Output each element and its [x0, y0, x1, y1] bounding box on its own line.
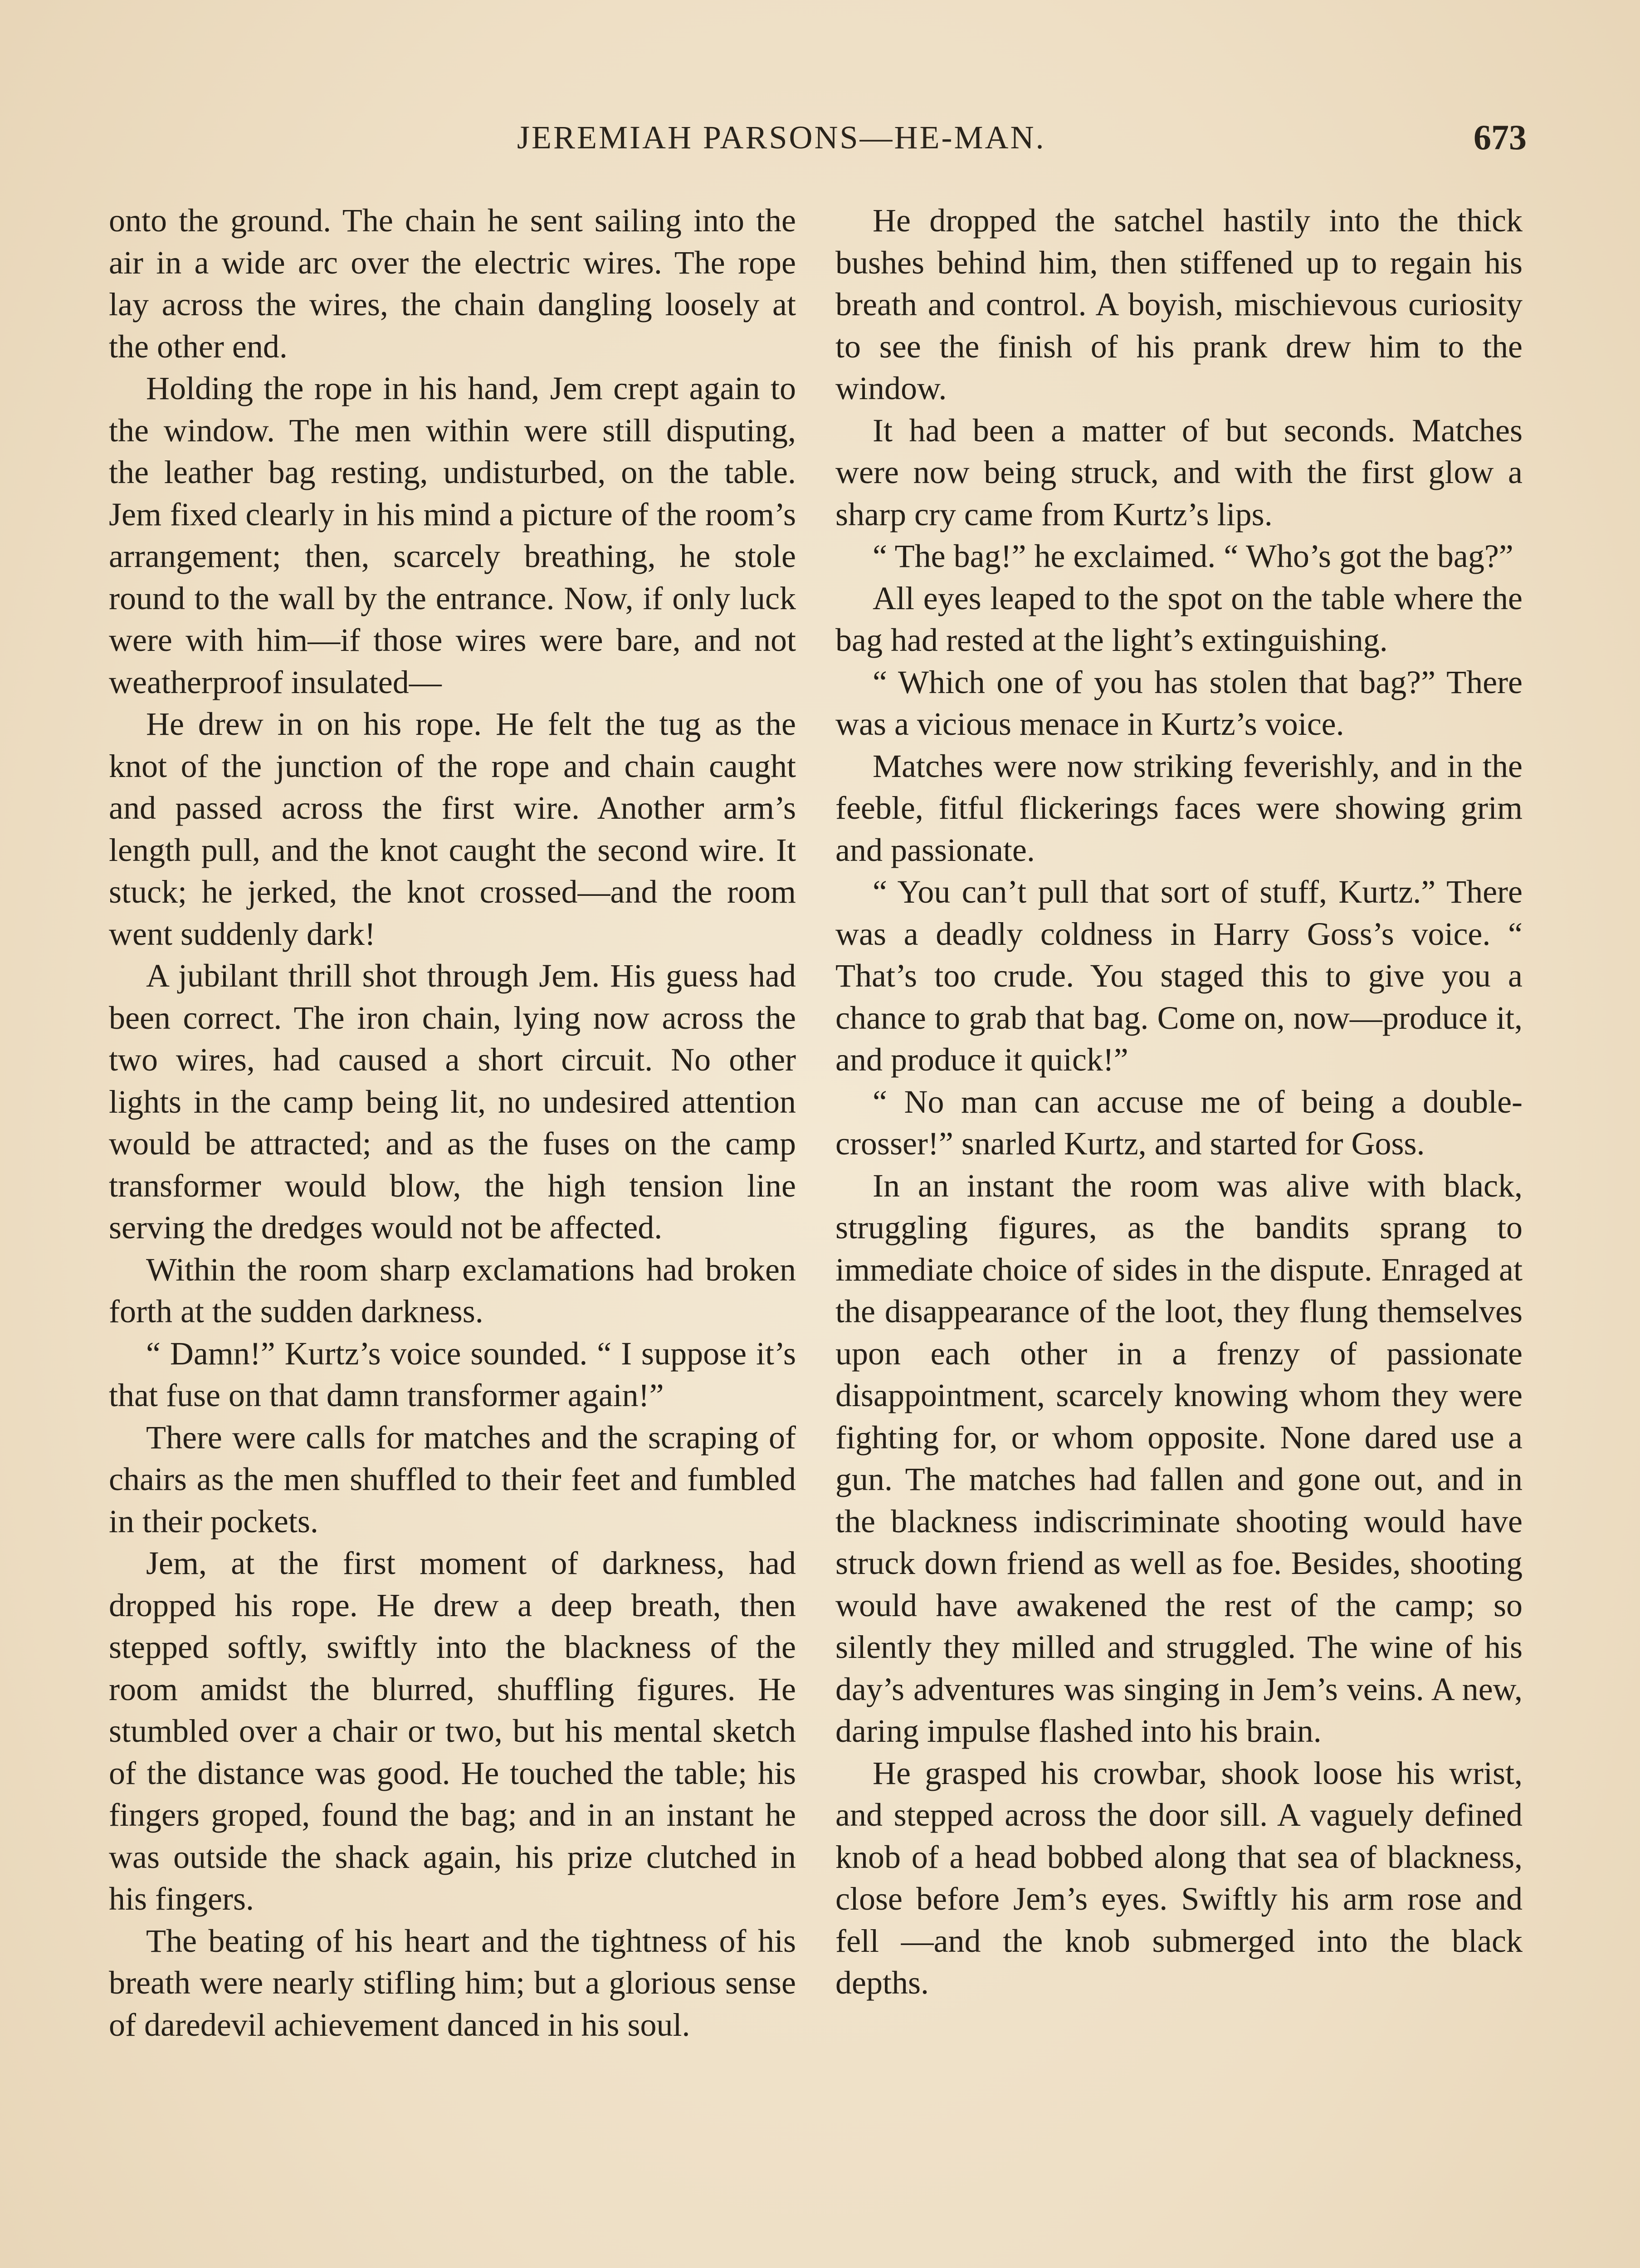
paragraph: Matches were now striking feverishly, and in the feeble, fitful flickerings faces were showing grim and passionate. [835, 748, 1523, 868]
paragraph: All eyes leaped to the spot on the table where the bag had rested at the light’s extinguishing. [835, 580, 1523, 658]
paragraph: “ The bag!” he exclaimed. “ Who’s got the bag?” [873, 538, 1513, 574]
right-column [835, 200, 1523, 2004]
page-number: 673 [1474, 117, 1527, 157]
paragraph: A jubilant thrill shot through Jem. His guess had been correct. The iron chain, lying now across the two wires, had caused a short circuit. No other lights in the camp being lit, no undesired attention would be attracted; and as the fuses on the camp transformer would blow, the high tension line serving the dredges would not be affected. [109, 958, 796, 1246]
paragraph: “ You can’t pull that sort of stuff, Kurtz.” There was a deadly coldness in Harry Goss’s voice. “ That’s too crude. You staged this to give you a chance to grab that bag. Come on, now—produce it, and produce it quick!” [835, 874, 1523, 1078]
paragraph: There were calls for matches and the scraping of chairs as the men shuffled to their feet and fumbled in their pockets. [109, 1419, 796, 1540]
paragraph: He grasped his crowbar, shook loose his wrist, and stepped across the door sill. A vaguely defined knob of a head bobbed along that sea of blackness, close before Jem’s eyes. Swiftly his arm rose and fell —and the knob submerged into the black depths. [835, 1755, 1523, 2001]
paragraph: onto the ground. The chain he sent sailing into the air in a wide arc over the electric wires. The rope lay across the wires, the chain dangling loosely at the other end. [109, 202, 796, 365]
paragraph: Jem, at the first moment of darkness, had dropped his rope. He drew a deep breath, then stepped softly, swiftly into the blackness of the room amidst the blurred, shuffling figures. He stumbled over a chair or two, but his mental sketch of the distance was good. He touched the table; his fingers groped, found the bag; and in an instant he was outside the shack again, his prize clutched in his fingers. [109, 1545, 796, 1917]
paragraph: He dropped the satchel hastily into the thick bushes behind him, then stiffened up to regain his breath and control. A boyish, mischievous curiosity to see the finish of his prank drew him to the window. [835, 202, 1523, 406]
paragraph: Holding the rope in his hand, Jem crept again to the window. The men within were still disputing, the leather bag resting, undisturbed, on the table. Jem fixed clearly in his mind a picture of the room’s arrangement; then, scarcely breathing, he stole round to the wall by the entrance. Now, if only luck were with him—if those wires were bare, and not weatherproof insulated— [109, 370, 796, 700]
paragraph: It had been a matter of but seconds. Matches were now being struck, and with the first glow a sharp cry came from Kurtz’s lips. [835, 412, 1523, 533]
paragraph: “ Which one of you has stolen that bag?” There was a vicious menace in Kurtz’s voice. [835, 664, 1523, 742]
paragraph: “ No man can accuse me of being a double-crosser!” snarled Kurtz, and started for Goss. [835, 1083, 1523, 1162]
left-column [109, 200, 796, 2046]
paragraph: In an instant the room was alive with black, struggling figures, as the bandits sprang to immediate choice of sides in the dispute. Enraged at the disappearance of the loot, they flung themselves upon each other in a frenzy of passionate disappointment, scarcely knowing whom they were fighting for, or whom opposite. None dared use a gun. The matches had fallen and gone out, and in the blackness indiscriminate shooting would have struck down friend as well as foe. Besides, shooting would have awakened the rest of the camp; so silently they milled and struggled. The wine of his day’s adventures was singing in Jem’s veins. A new, daring impulse flashed into his brain. [835, 1167, 1523, 1749]
running-head: JEREMIAH PARSONS—HE-MAN. [517, 119, 1046, 156]
paragraph: He drew in on his rope. He felt the tug as the knot of the junction of the rope and chain caught and passed across the first wire. Another arm’s length pull, and the knot caught the second wire. It stuck; he jerked, the knot crossed—and the room went suddenly dark! [109, 706, 796, 952]
paragraph: “ Damn!” Kurtz’s voice sounded. “ I suppose it’s that fuse on that damn transformer again!” [109, 1335, 796, 1413]
paragraph: Within the room sharp exclamations had broken forth at the sudden darkness. [109, 1251, 796, 1330]
paragraph: The beating of his heart and the tightness of his breath were nearly stifling him; but a glorious sense of daredevil achievement danced in his soul. [109, 1922, 796, 2043]
